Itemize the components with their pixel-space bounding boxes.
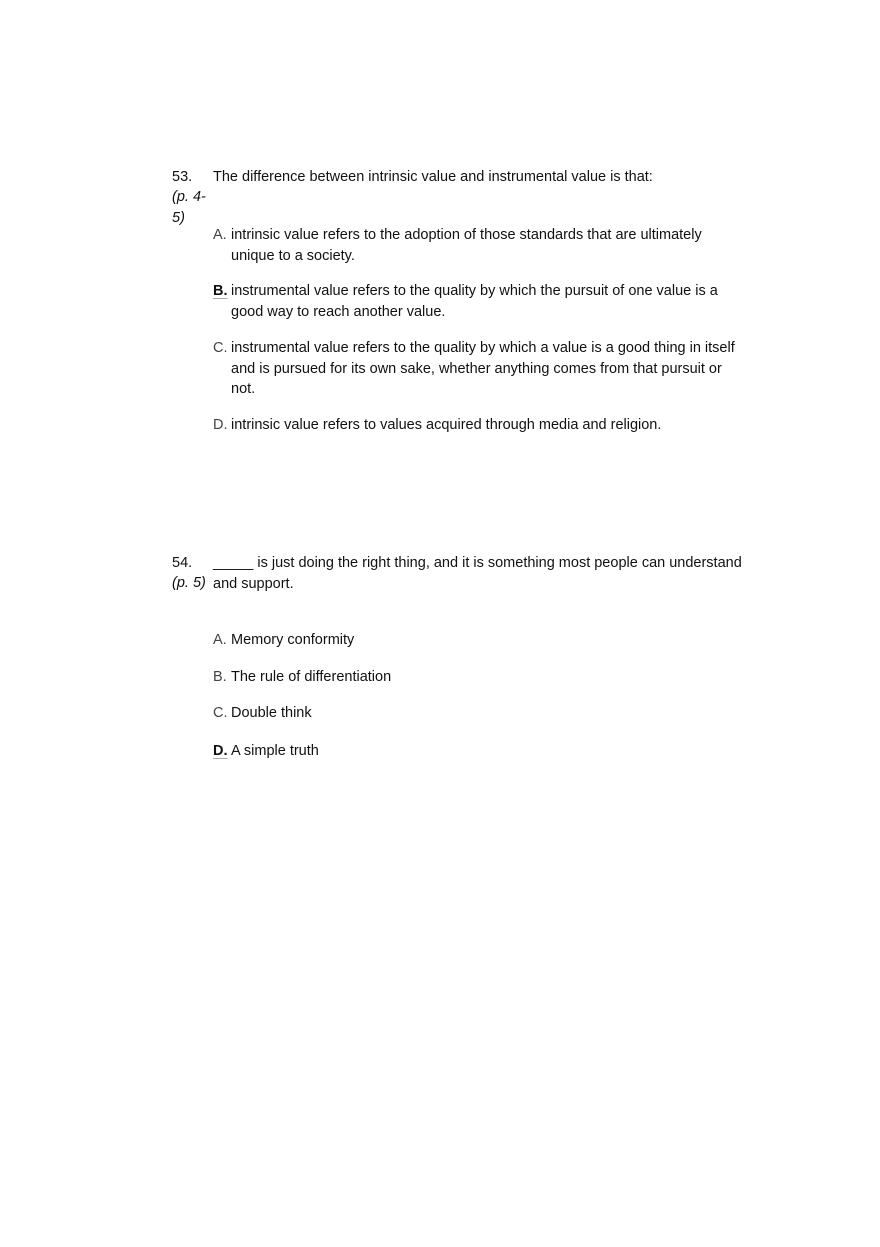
option-c [213,703,758,724]
question-stem: The difference between intrinsic value and instrumental value is that: [213,169,653,185]
option-b [213,667,758,688]
option-text: instrumental value refers to the quality by which the pursuit of one value is a good way to reach another value. [231,283,718,320]
option-letter: D. [213,743,228,759]
option-text: intrinsic value refers to the adoption of those standards that are ultimately unique to a society. [231,227,702,264]
option-b-correct [213,281,758,322]
option-c [213,338,758,400]
option-letter: D. [213,417,228,433]
option-letter: A. [213,632,227,648]
page-reference: (p. 5) [172,575,206,591]
option-text: The rule of differentiation [231,669,392,685]
page-reference: (p. 4-5) [172,189,206,226]
option-letter: B. [213,669,227,685]
option-d-correct [213,741,758,762]
question-number: 54. [172,555,193,571]
option-letter: B. [213,283,228,299]
option-a [213,630,758,651]
option-letter: C. [213,340,228,356]
option-text: instrumental value refers to the quality by which a value is a good thing in itself and is pursued for its own sake, whether anything comes from that pursuit or not. [231,340,735,397]
option-letter: C. [213,705,228,721]
option-text: intrinsic value refers to values acquired through media and religion. [231,417,662,433]
question-stem: _____ is just doing the right thing, and it is something most people can understand and support. [213,555,742,592]
question-number: 53. [172,169,193,185]
option-a [213,225,758,266]
option-text: Double think [231,705,312,721]
option-d [213,415,758,436]
option-text: A simple truth [231,743,319,759]
option-letter: A. [213,227,227,243]
option-text: Memory conformity [231,632,355,648]
